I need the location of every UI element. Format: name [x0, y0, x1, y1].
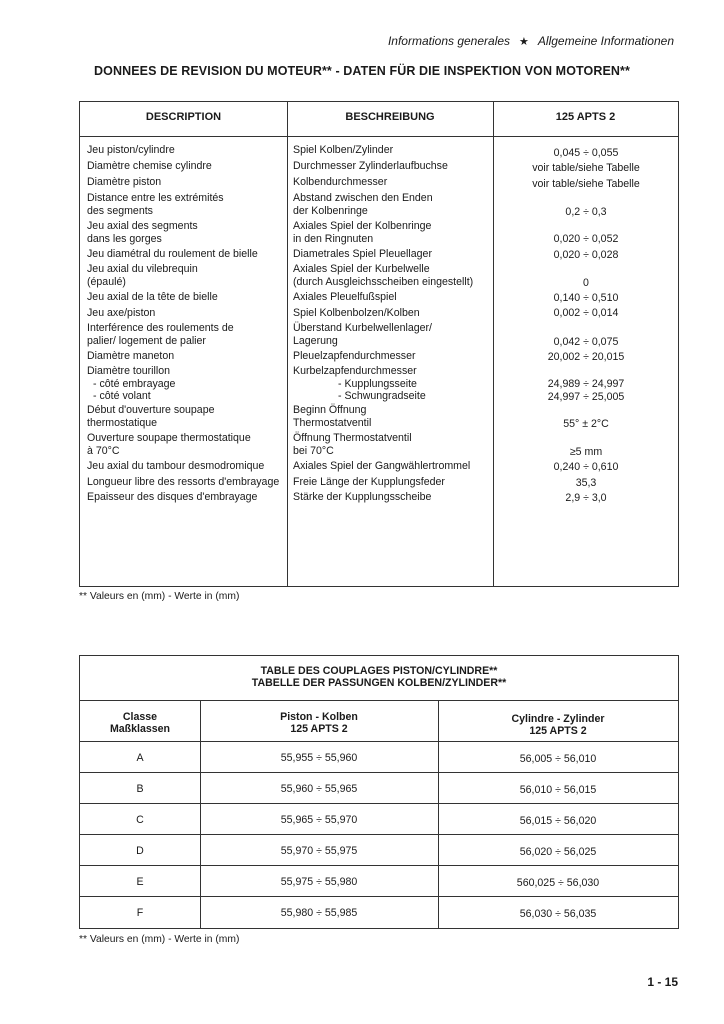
class-cell: D [136, 845, 144, 857]
description-fr: Jeu piston/cylindre [87, 144, 175, 156]
cylinder-cell: 56,020 ÷ 56,025 [519, 846, 597, 858]
description-fr: Longueur libre des ressorts d'embrayage [87, 476, 280, 488]
value: 0 [583, 277, 589, 289]
header-divider [80, 136, 678, 137]
value: 0,020 ÷ 0,052 [553, 233, 619, 245]
description-de: Axiales Pleuelfußspiel [293, 291, 397, 303]
column-header-description: DESCRIPTION [145, 111, 222, 123]
class-cell: C [136, 814, 144, 826]
header-line: 125 APTS 2 [290, 723, 348, 735]
footnote-units: ** Valeurs en (mm) - Werte in (mm) [79, 591, 240, 602]
value: 0,2 ÷ 0,3 [565, 206, 607, 218]
piston-cylinder-table [79, 655, 679, 929]
piston-cell: 55,960 ÷ 55,965 [280, 783, 358, 795]
description-fr: dans les gorges [87, 232, 162, 245]
description-de: Stärke der Kupplungsscheibe [293, 491, 432, 503]
value: 0,240 ÷ 0,610 [553, 461, 619, 473]
table-title [80, 665, 678, 689]
description-fr: Jeu diamétral du roulement de bielle [87, 248, 258, 260]
description-de: Abstand zwischen den Enden [293, 192, 433, 204]
description-de: Kurbelzapfendurchmesser [293, 365, 417, 377]
class-cell: E [136, 876, 144, 888]
header-line: Cylindre - Zylinder [511, 713, 605, 725]
row-divider [80, 834, 678, 835]
cylinder-cell: 56,010 ÷ 56,015 [519, 784, 597, 796]
page-header [388, 34, 674, 48]
title-divider [80, 700, 678, 701]
value: 0,020 ÷ 0,028 [553, 249, 619, 261]
footnote-units: ** Valeurs en (mm) - Werte in (mm) [79, 934, 240, 945]
revision-data-table [79, 101, 679, 587]
table-title-de: TABELLE DER PASSUNGEN KOLBEN/ZYLINDER** [251, 677, 507, 689]
description-fr: à 70°C [87, 444, 120, 457]
cylinder-cell: 560,025 ÷ 56,030 [516, 877, 600, 889]
row-divider [80, 896, 678, 897]
description-fr: Jeu axial des segments [87, 220, 198, 232]
description-fr: (épaulé) [87, 275, 126, 288]
value: 0,140 ÷ 0,510 [553, 292, 619, 304]
value: 20,002 ÷ 20,015 [547, 351, 625, 363]
header-line: Piston - Kolben [280, 711, 358, 723]
value: 0,045 ÷ 0,055 [553, 147, 619, 159]
page-number: 1 - 15 [647, 975, 678, 989]
piston-cell: 55,980 ÷ 55,985 [280, 907, 358, 919]
header-line: 125 APTS 2 [529, 725, 587, 737]
header-divider [80, 741, 678, 742]
value: 0,042 ÷ 0,075 [553, 336, 619, 348]
cylinder-cell: 56,005 ÷ 56,010 [519, 753, 597, 765]
description-fr: Début d'ouverture soupape [87, 404, 215, 416]
value: voir table/siehe Tabelle [532, 178, 640, 190]
value: 35,3 [575, 477, 597, 489]
page-title: DONNEES DE REVISION DU MOTEUR** - DATEN FÜR DIE INSPEKTION VON MOTOREN** [94, 64, 630, 78]
piston-cell: 55,975 ÷ 55,980 [280, 876, 358, 888]
description-de: Lagerung [293, 334, 338, 347]
description-fr: palier/ logement de palier [87, 334, 206, 347]
description-fr: Diamètre tourillon [87, 365, 171, 377]
description-de: - Schwungradseite [338, 390, 426, 402]
description-de: der Kolbenringe [293, 204, 368, 217]
description-fr: Diamètre maneton [87, 350, 175, 362]
cylinder-cell: 56,030 ÷ 56,035 [519, 908, 597, 920]
description-fr: Jeu axial du tambour desmodromique [87, 460, 265, 472]
description-de: Pleuelzapfendurchmesser [293, 350, 416, 362]
column-header-model: 125 APTS 2 [555, 111, 616, 123]
star-icon: ★ [519, 36, 529, 48]
description-fr: Jeu axe/piston [87, 307, 156, 319]
description-de: Kolbendurchmesser [293, 176, 388, 188]
header-left: Informations generales [387, 34, 511, 48]
piston-cell: 55,955 ÷ 55,960 [280, 752, 358, 764]
description-de: Axiales Spiel der Kurbelwelle [293, 263, 430, 275]
description-fr: thermostatique [87, 416, 158, 429]
description-de: Thermostatventil [293, 416, 372, 429]
description-fr: Distance entre les extrémités [87, 192, 224, 204]
description-fr: Jeu axial du vilebrequin [87, 263, 198, 275]
description-fr: Ouverture soupape thermostatique [87, 432, 251, 444]
value: voir table/siehe Tabelle [532, 162, 640, 174]
description-fr: - côté embrayage [93, 377, 176, 390]
description-de: Spiel Kolbenbolzen/Kolben [293, 307, 420, 319]
description-fr: des segments [87, 204, 153, 217]
piston-cell: 55,970 ÷ 55,975 [280, 845, 358, 857]
description-de: Freie Länge der Kupplungsfeder [293, 476, 445, 488]
description-de: Überstand Kurbelwellenlager/ [293, 322, 432, 334]
cylinder-cell: 56,015 ÷ 56,020 [519, 815, 597, 827]
class-cell: A [136, 752, 144, 764]
description-de: bei 70°C [293, 444, 334, 457]
column-header-piston [200, 711, 438, 735]
table-title-fr: TABLE DES COUPLAGES PISTON/CYLINDRE** [260, 665, 498, 677]
row-divider [80, 803, 678, 804]
column-divider [287, 102, 288, 586]
description-de: Axiales Spiel der Kolbenringe [293, 220, 432, 232]
piston-cell: 55,965 ÷ 55,970 [280, 814, 358, 826]
value: 0,002 ÷ 0,014 [553, 307, 619, 319]
value: 55° ± 2°C [563, 418, 609, 430]
value: 24,989 ÷ 24,997 [547, 378, 625, 390]
class-cell: B [136, 783, 144, 795]
column-header-class [80, 711, 200, 735]
value: ≥5 mm [569, 446, 603, 458]
column-header-beschreibung: BESCHREIBUNG [345, 111, 435, 123]
description-fr: - côté volant [93, 390, 151, 402]
header-line: Maßklassen [109, 723, 171, 735]
description-de: Durchmesser Zylinderlaufbuchse [293, 160, 448, 172]
header-right: Allgemeine Informationen [537, 34, 674, 48]
description-de: Öffnung Thermostatventil [293, 432, 412, 444]
description-fr: Interférence des roulements de [87, 322, 234, 334]
description-de: in den Ringnuten [293, 232, 374, 245]
class-cell: F [136, 907, 144, 919]
row-divider [80, 865, 678, 866]
header-line: Classe [122, 711, 158, 723]
description-de: Diametrales Spiel Pleuellager [293, 248, 432, 260]
column-header-cylinder [438, 713, 678, 737]
row-divider [80, 772, 678, 773]
description-de: - Kupplungsseite [338, 377, 417, 390]
description-fr: Jeu axial de la tête de bielle [87, 291, 218, 303]
description-de: (durch Ausgleichsscheiben eingestellt) [293, 275, 474, 288]
description-de: Axiales Spiel der Gangwählertrommel [293, 460, 471, 472]
description-de: Spiel Kolben/Zylinder [293, 144, 394, 156]
description-fr: Diamètre piston [87, 176, 162, 188]
description-fr: Epaisseur des disques d'embrayage [87, 491, 258, 503]
value: 2,9 ÷ 3,0 [565, 492, 607, 504]
description-fr: Diamètre chemise cylindre [87, 160, 212, 172]
description-de: Beginn Öffnung [293, 404, 367, 416]
value: 24,997 ÷ 25,005 [547, 390, 625, 403]
